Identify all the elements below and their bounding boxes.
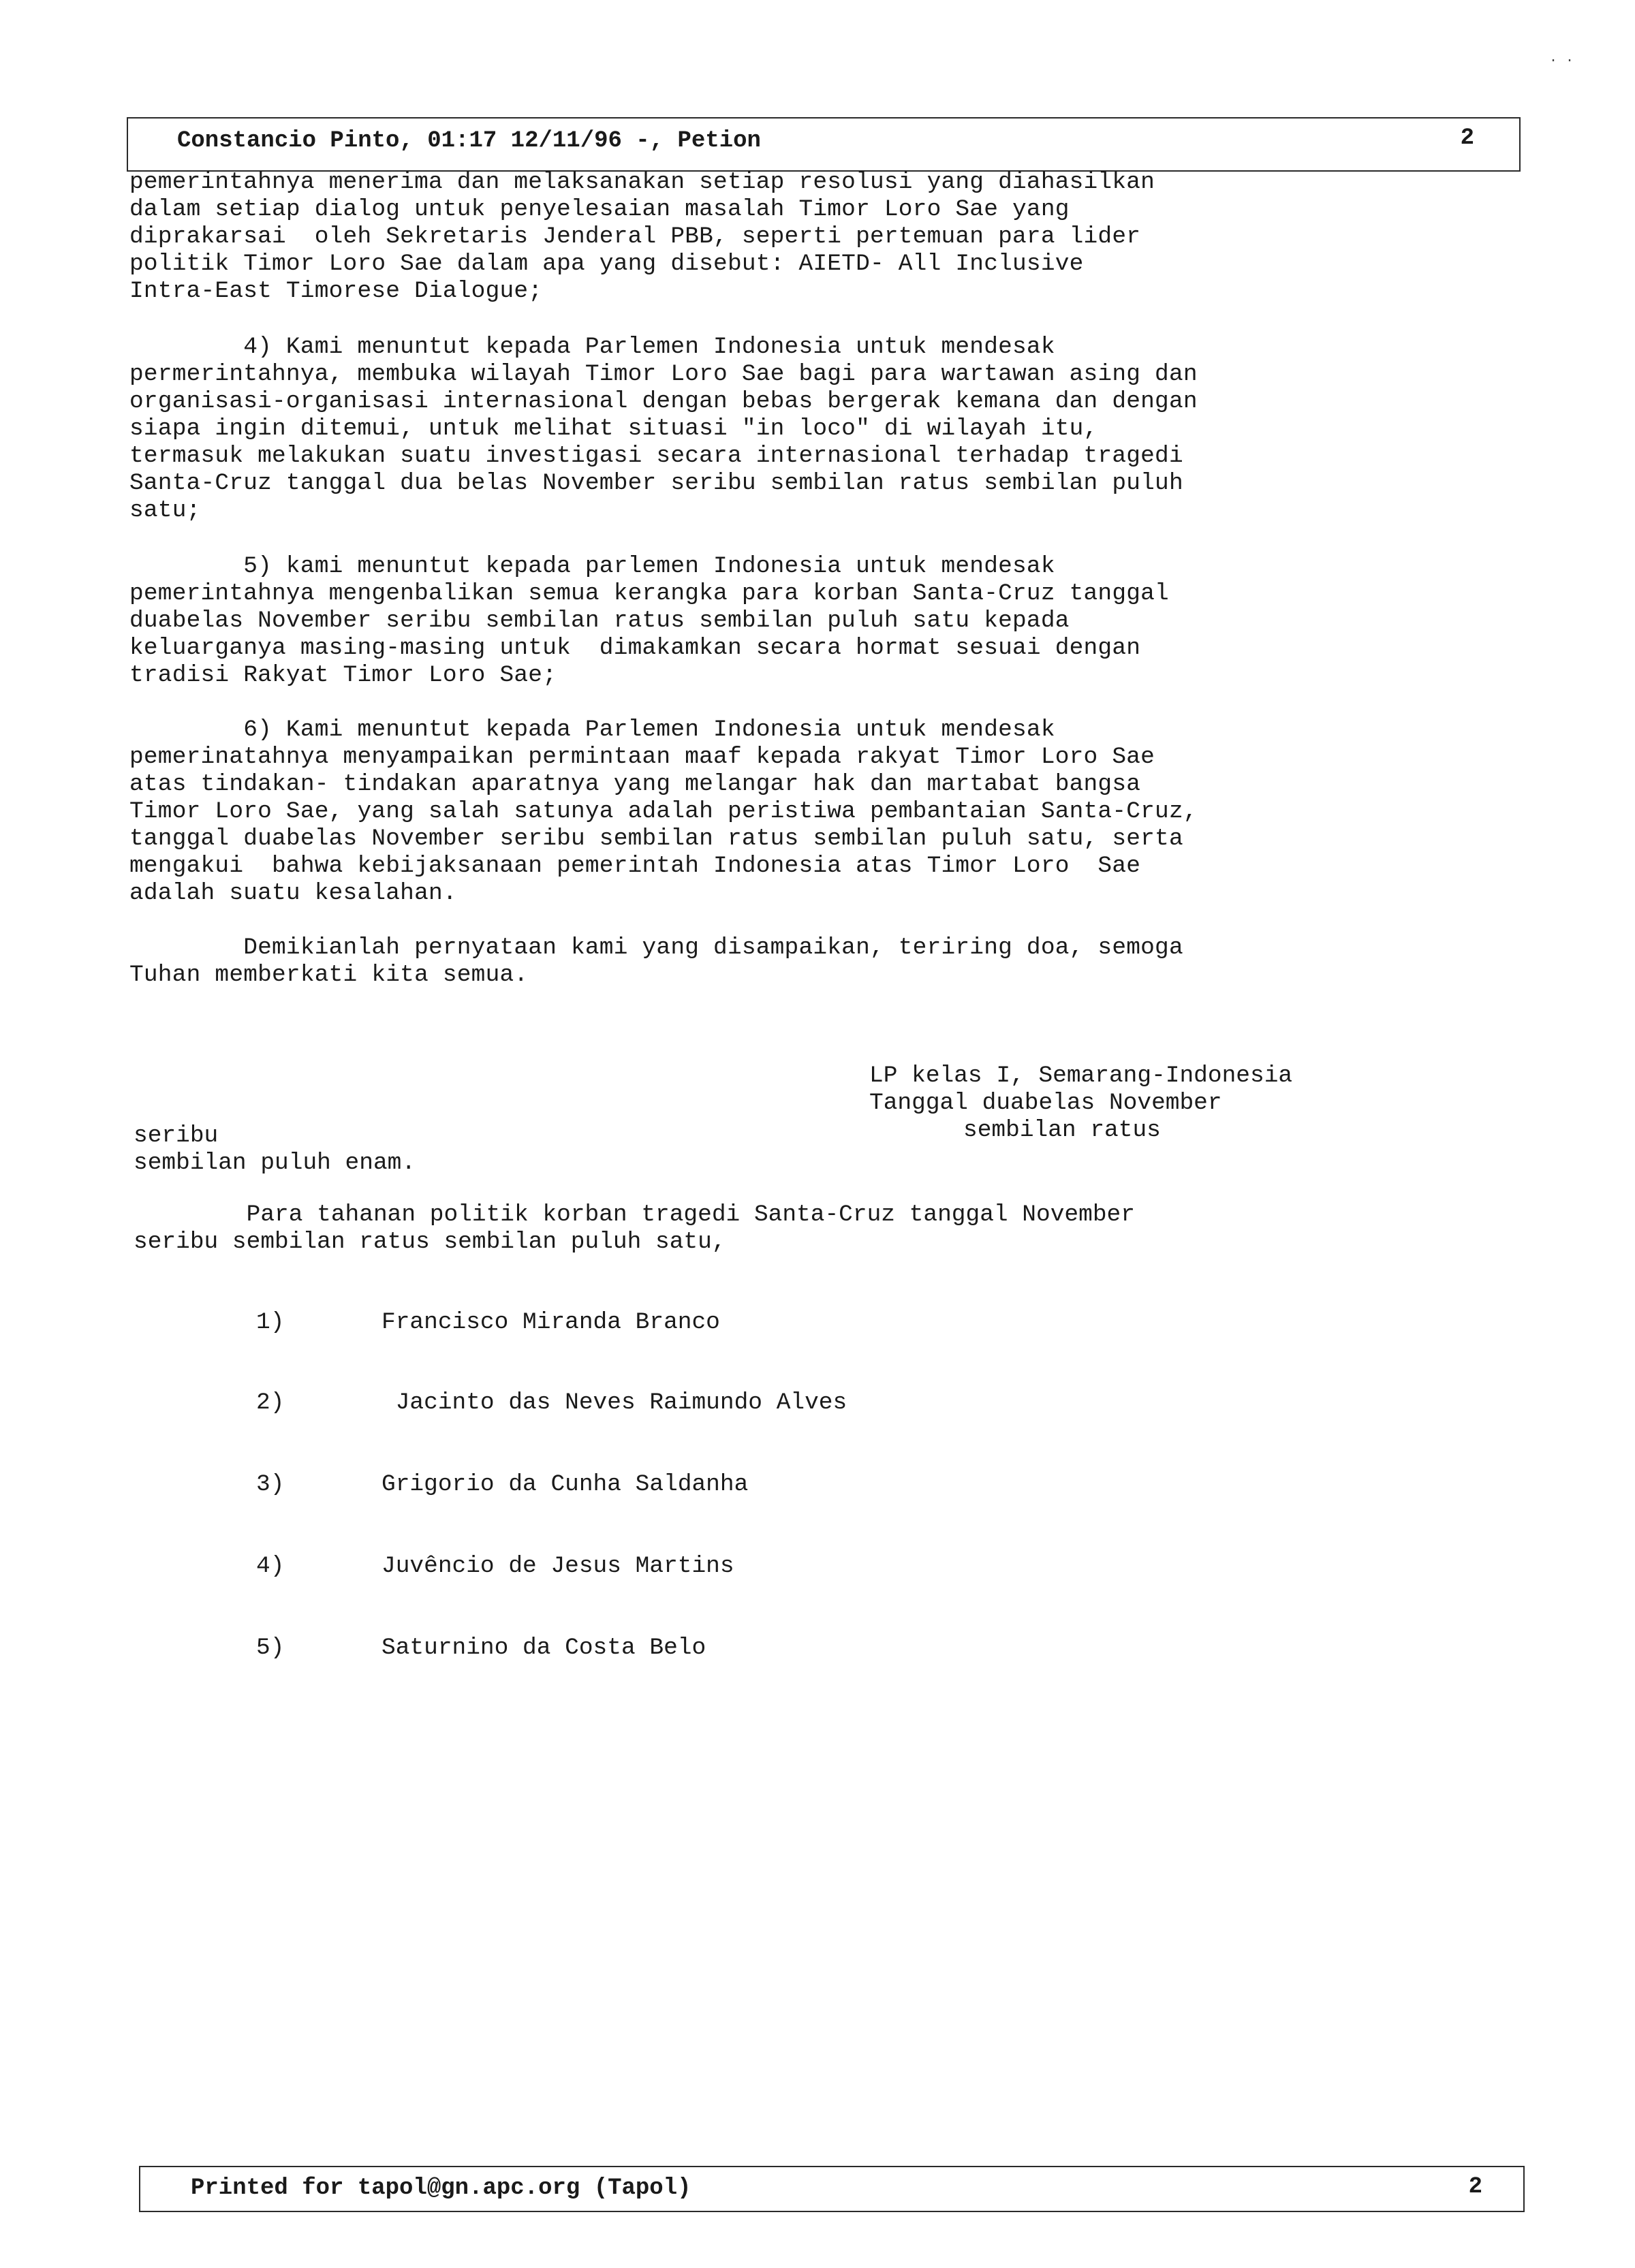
body-line: permerintahnya, membuka wilayah Timor Loro Sae bagi para wartawan asing dan (129, 361, 1198, 388)
header-page-number: 2 (1460, 125, 1474, 151)
footer-page-number: 2 (1468, 2174, 1482, 2200)
body-line: duabelas November seribu sembilan ratus sembilan puluh satu kepada (129, 608, 1070, 634)
body-line: politik Timor Loro Sae dalam apa yang disebut: AIETD- All Inclusive (129, 251, 1084, 277)
document-header (127, 117, 1521, 172)
body-line: siapa ingin ditemui, untuk melihat situasi "in loco" di wilayah itu, (129, 415, 1098, 442)
signatory-name: Grigorio da Cunha Saldanha (382, 1471, 749, 1498)
body-line: Tuhan memberkati kita semua. (129, 962, 529, 988)
body-line: diprakarsai oleh Sekretaris Jenderal PBB, seperti pertemuan para lider (129, 223, 1141, 250)
footer-printed-for: Printed for tapol@gn.apc.org (Tapol) (191, 2175, 691, 2201)
body-line: organisasi-organisasi internasional dengan bebas bergerak kemana dan dengan (129, 388, 1198, 415)
scan-specks: · · (1548, 53, 1574, 69)
body-line: pemerintahnya menerima dan melaksanakan setiap resolusi yang diahasilkan (129, 169, 1155, 195)
signatory-number: 4) (256, 1553, 285, 1579)
body-line: satu; (129, 497, 201, 524)
place-date-line: Tanggal duabelas November (869, 1090, 1222, 1116)
body-line: Timor Loro Sae, yang salah satunya adalah peristiwa pembantaian Santa-Cruz, (129, 798, 1198, 825)
body-line: Demikianlah pernyataan kami yang disampaikan, teriring doa, semoga (129, 934, 1183, 961)
body-line: adalah suatu kesalahan. (129, 880, 457, 907)
place-date-line: seribu (134, 1122, 219, 1149)
body-line: dalam setiap dialog untuk penyelesaian masalah Timor Loro Sae yang (129, 196, 1070, 223)
body-line: Santa-Cruz tanggal dua belas November seribu sembilan ratus sembilan puluh (129, 470, 1183, 497)
closing-line: seribu sembilan ratus sembilan puluh satu, (134, 1229, 726, 1255)
body-line: 6) Kami menuntut kepada Parlemen Indonesia untuk mendesak (129, 716, 1055, 743)
body-line: tradisi Rakyat Timor Loro Sae; (129, 662, 557, 689)
signatory-name: Jacinto das Neves Raimundo Alves (382, 1389, 847, 1416)
place-date-line: sembilan puluh enam. (134, 1150, 416, 1176)
body-line: mengakui bahwa kebijaksanaan pemerintah Indonesia atas Timor Loro Sae (129, 853, 1141, 879)
body-line: 4) Kami menuntut kepada Parlemen Indonesia untuk mendesak (129, 334, 1055, 360)
signatory-number: 1) (256, 1309, 285, 1336)
body-line: Intra-East Timorese Dialogue; (129, 278, 543, 304)
header-title: Constancio Pinto, 01:17 12/11/96 -, Petion (177, 128, 761, 154)
body-line: keluarganya masing-masing untuk dimakamkan secara hormat sesuai dengan (129, 635, 1141, 661)
closing-line: Para tahanan politik korban tragedi Santa-Cruz tanggal November (134, 1201, 1135, 1228)
signatory-name: Juvêncio de Jesus Martins (382, 1553, 734, 1579)
signatory-name: Francisco Miranda Branco (382, 1309, 720, 1336)
signatory-number: 5) (256, 1635, 285, 1661)
body-line: pemerintahnya mengenbalikan semua kerangka para korban Santa-Cruz tanggal (129, 580, 1169, 607)
document-footer (139, 2166, 1525, 2212)
signatory-number: 2) (256, 1389, 285, 1416)
body-line: termasuk melakukan suatu investigasi secara internasional terhadap tragedi (129, 443, 1183, 469)
body-line: pemerinatahnya menyampaikan permintaan maaf kepada rakyat Timor Loro Sae (129, 744, 1155, 770)
signatory-name: Saturnino da Costa Belo (382, 1635, 706, 1661)
place-date-line: LP kelas I, Semarang-Indonesia (869, 1062, 1293, 1089)
body-line: tanggal duabelas November seribu sembilan ratus sembilan puluh satu, serta (129, 825, 1183, 852)
signatory-number: 3) (256, 1471, 285, 1498)
body-line: atas tindakan- tindakan aparatnya yang melangar hak dan martabat bangsa (129, 771, 1141, 798)
body-line: 5) kami menuntut kepada parlemen Indonesia untuk mendesak (129, 553, 1055, 580)
place-date-line: sembilan ratus (963, 1117, 1161, 1144)
